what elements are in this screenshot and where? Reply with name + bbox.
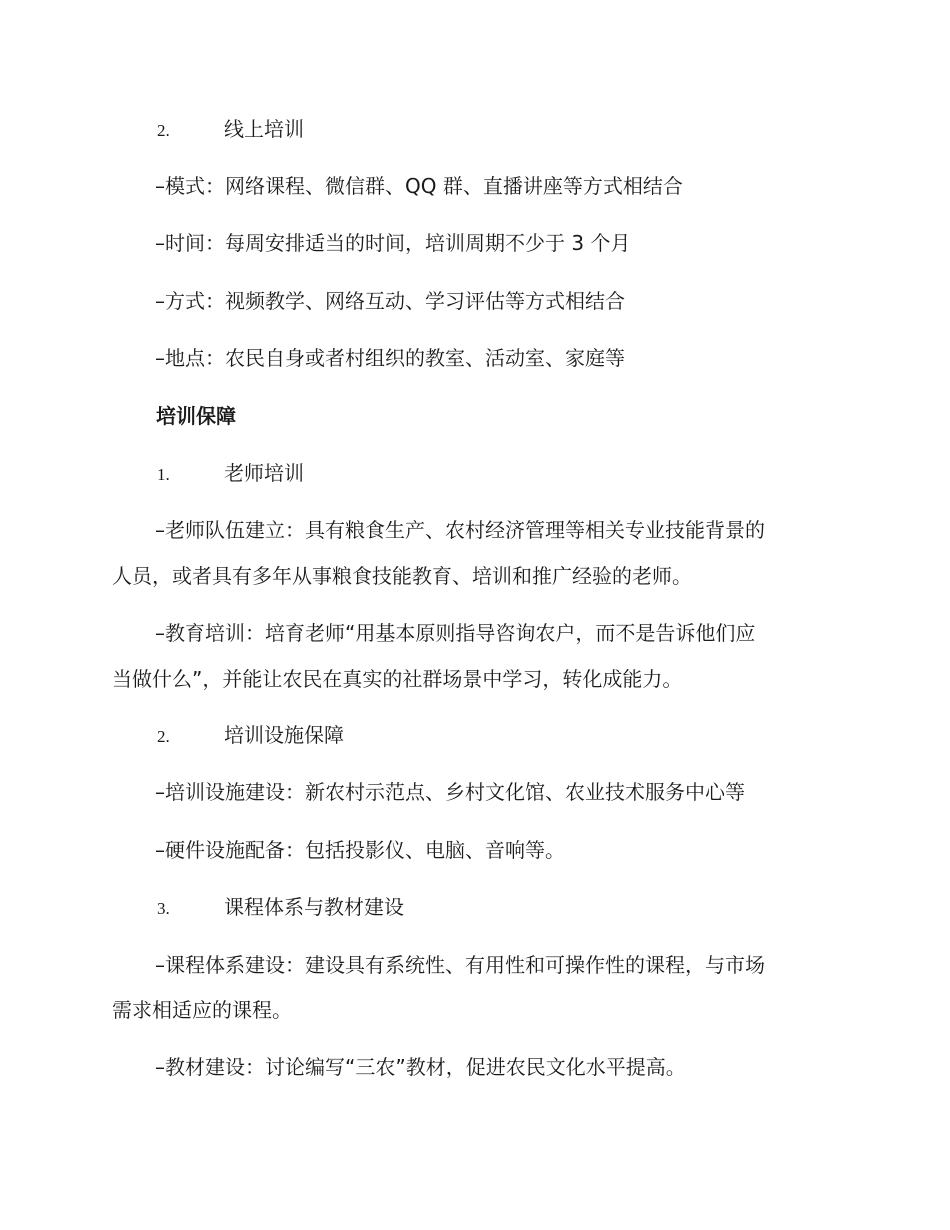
bullet-text: –培训设施建设：新农村示范点、乡村文化馆、农业技术服务中心等 [155,780,745,804]
item-title: 培训设施保障 [224,723,344,747]
item-title: 课程体系与教材建设 [224,895,404,919]
bullet-text: –时间：每周安排适当的时间，培训周期不少于 3 个月 [155,231,631,255]
continuation-text: 需求相适应的课程。 [112,998,292,1022]
bullet-text: –课程体系建设：建设具有系统性、有用性和可操作性的课程，与市场 [155,953,765,977]
bullet-text: –教材建设：讨论编写“三农”教材，促进农民文化水平提高。 [155,1055,686,1079]
bullet-text: –模式：网络课程、微信群、QQ 群、直播讲座等方式相结合 [155,174,683,198]
continuation-text: 人员，或者具有多年从事粮食技能教育、培训和推广经验的老师。 [112,564,692,588]
section-heading: 培训保障 [156,404,236,428]
bullet-text: –方式：视频教学、网络互动、学习评估等方式相结合 [155,289,625,313]
bullet-text: –地点：农民自身或者村组织的教室、活动室、家庭等 [155,346,625,370]
bullet-text: –硬件设施配备：包括投影仪、电脑、音响等。 [155,838,565,862]
item-number: 1. [157,465,170,484]
bullet-text: –教育培训：培育老师“用基本原则指导咨询农户，而不是告诉他们应 [155,621,756,645]
item-number: 2. [157,727,170,746]
bullet-text: –老师队伍建立：具有粮食生产、农村经济管理等相关专业技能背景的 [155,518,765,542]
item-title: 线上培训 [224,117,304,141]
item-number: 2. [157,121,170,140]
continuation-text: 当做什么”，并能让农民在真实的社群场景中学习，转化成能力。 [112,667,683,691]
item-number: 3. [157,899,170,918]
item-title: 老师培训 [224,461,304,485]
